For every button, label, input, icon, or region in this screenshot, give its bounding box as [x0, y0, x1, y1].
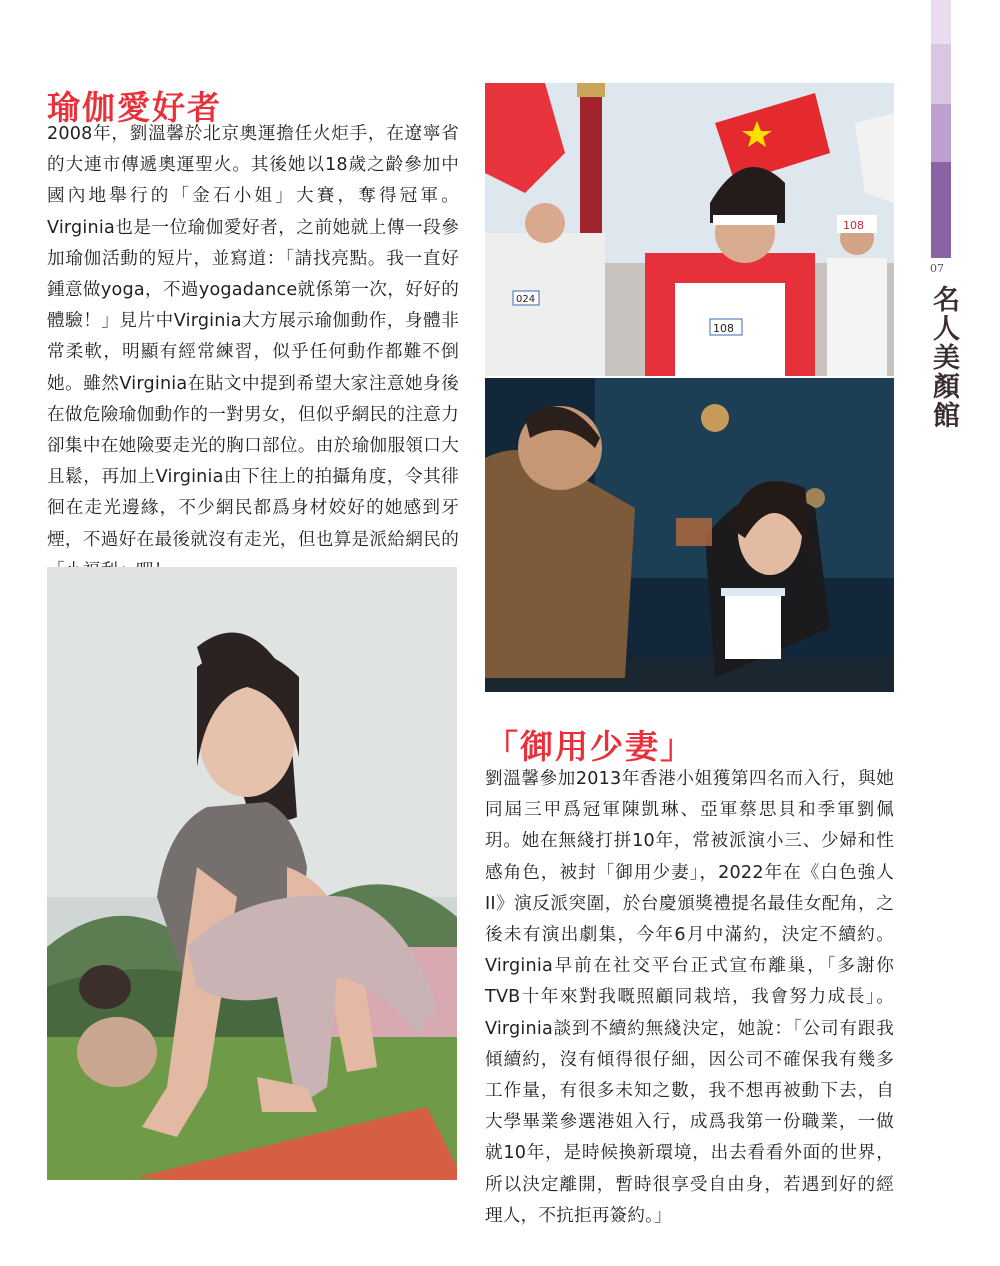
bib-left: 024 [516, 294, 536, 305]
bar-scene-illustration [485, 378, 894, 692]
banner-number: 108 [843, 219, 864, 232]
body-text-wife [485, 764, 894, 1232]
yoga-photo [47, 567, 457, 1180]
section-heading-wife: 「御用少妻」 [485, 727, 695, 766]
body-text-yoga [47, 119, 459, 587]
column-title: 名人美顏館 [928, 285, 959, 430]
side-strip-pale [931, 44, 951, 104]
torch-photo [485, 83, 894, 376]
section-heading-yoga: 瑜伽愛好者 [47, 88, 222, 127]
wife-paragraph: 劉溫馨參加2013年香港小姐獲第四名而入行，與她同屆三甲爲冠軍陳凱琳、亞軍蔡思貝和季軍劉佩玥。她在無綫打拼10年，常被派演小三、少婦和性感角色，被封「御用少妻」，2022年在《白色強人II》演反派突圍，於台慶頒獎禮提名最佳女配角，之後未有演出劇集，今年6月中滿約，決定不續約。Virginia早前在社交平台正式宣布離巢，「多謝你TVB十年來對我嘅照顧同栽培，我會努力成長」。Virginia談到不續約無綫決定，她說：「公司有跟我傾續約，沒有傾得很仔細，因公司不確保我有幾多工作量，有很多未知之數，我不想再被動下去，自大學畢業參選港姐入行，成爲我第一份職業，一做就10年，是時候換新環境，出去看看外面的世界，所以決定離開，暫時很享受自由身，若遇到好的經理人，不抗拒再簽約。」 [485, 769, 894, 1226]
torch-photo-illustration [485, 83, 894, 376]
side-strip-dark [931, 162, 951, 258]
bib-right: 108 [713, 322, 734, 335]
bar-scene-photo [485, 378, 894, 692]
yoga-paragraph: 2008年，劉溫馨於北京奧運擔任火炬手，在遼寧省的大連市傳遞奧運聖火。其後她以18歲之齡參加中國內地舉行的「金石小姐」大賽，奪得冠軍。Virginia也是一位瑜伽愛好者，之前她就上傳一段參加瑜伽活動的短片，並寫道：「請找亮點。我一直好鍾意做yoga，不過yogadance就係第一次，好好的體驗！」見片中Virginia大方展示瑜伽動作，身體非常柔軟，明顯有經常練習，似乎任何動作都難不倒她。雖然Virginia在貼文中提到希望大家注意她身後在做危險瑜伽動作的一對男女，但似乎網民的注意力卻集中在她險要走光的胸口部位。由於瑜伽服領口大且鬆，再加上Virginia由下往上的拍攝角度，令其徘徊在走光邊緣，不少網民都爲身材姣好的她感到牙煙，不過好在最後就沒有走光，但也算是派給網民的 [47, 124, 459, 550]
yoga-photo-illustration [47, 567, 457, 1180]
side-strip-light [931, 0, 951, 44]
page-number: 07 [930, 262, 944, 275]
side-strip-mid [931, 104, 951, 162]
